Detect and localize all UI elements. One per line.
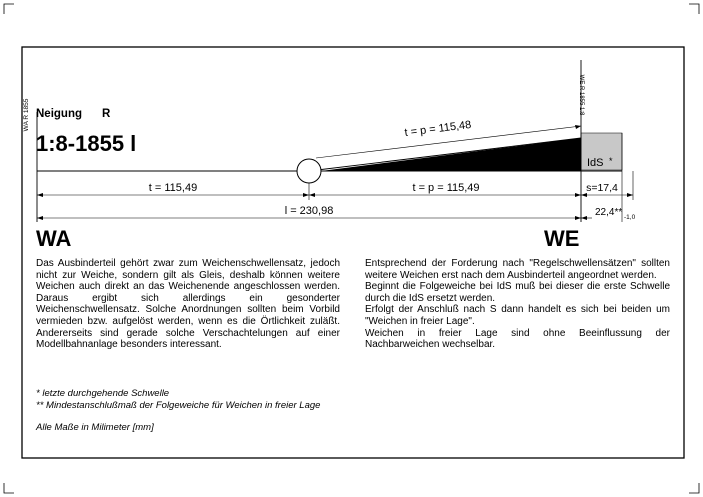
ids-star: * xyxy=(609,156,613,166)
side-label-left: WA R 1855 xyxy=(23,98,30,132)
crop-marks xyxy=(4,4,699,493)
dim-upper-arrow xyxy=(575,125,581,129)
dim-t-left-label: t = 115,49 xyxy=(148,182,198,194)
dim-s-label: s=17,4 xyxy=(586,182,618,194)
right-line-2: Beginnt die Folgeweiche bei IdS muß bei dieser die erste Schwelle durch die IdS ersetzt werden. xyxy=(365,281,670,304)
offset-label: 22,4** xyxy=(595,207,623,218)
offset-sub: -1,0 xyxy=(624,214,636,221)
dim-upper-label: t = p = 115,48 xyxy=(403,118,472,139)
dim-l-label: l = 230,98 xyxy=(284,205,334,217)
left-paragraph: Das Ausbinderteil gehört zwar zum Weichenschwellensatz, jedoch nicht zur Weiche, sondern gilt als Gleis, deshalb können weitere Weichen auch direkt an das Weichenende angeschlossen werden. Daraus ergibt sich allerdings ein gesonderter Weichenschwellensatz. Solche Anordnungen sollten beim Vorbild vermieden bzw. aufgelöst werden, wenn es die Örtlichkeit zuläßt. Andererseits sind gerade solche Verschachtelungen auf einer Modellbahnanlage besonders interessant. xyxy=(36,258,340,351)
switch-center-circle xyxy=(297,159,321,183)
neigung-label: Neigung xyxy=(36,108,82,120)
note-2: ** Mindestanschlußmaß der Folgeweiche für Weichen in freier Lage xyxy=(36,400,321,411)
side-label-right: WE R 1855 1:8 xyxy=(578,74,584,116)
note-3: Alle Maße in Milimeter [mm] xyxy=(36,422,154,433)
right-line-4: Weichen in freier Lage sind ohne Beeinflussung der Nachbarweichen wechselbar. xyxy=(365,327,670,351)
right-line-3: Erfolgt der Anschluß nach S dann handelt es sich bei beiden um "Weichen in freier Lage". xyxy=(365,304,670,327)
wa-label: WA xyxy=(36,226,72,251)
note-1: * letzte durchgehende Schwelle xyxy=(36,388,170,399)
right-line-1: Entsprechend der Forderung nach "Regelschwellensätzen" sollten weitere Weichen erst nach dem Ausbinderteil angeordnet werden. xyxy=(365,258,670,281)
r-label: R xyxy=(102,108,111,120)
ids-label: IdS xyxy=(587,157,604,169)
we-label: WE xyxy=(544,226,580,251)
right-text xyxy=(365,258,670,351)
dim-t-right-label: t = p = 115,49 xyxy=(412,182,480,194)
designation: 1:8-1855 l xyxy=(36,131,137,156)
